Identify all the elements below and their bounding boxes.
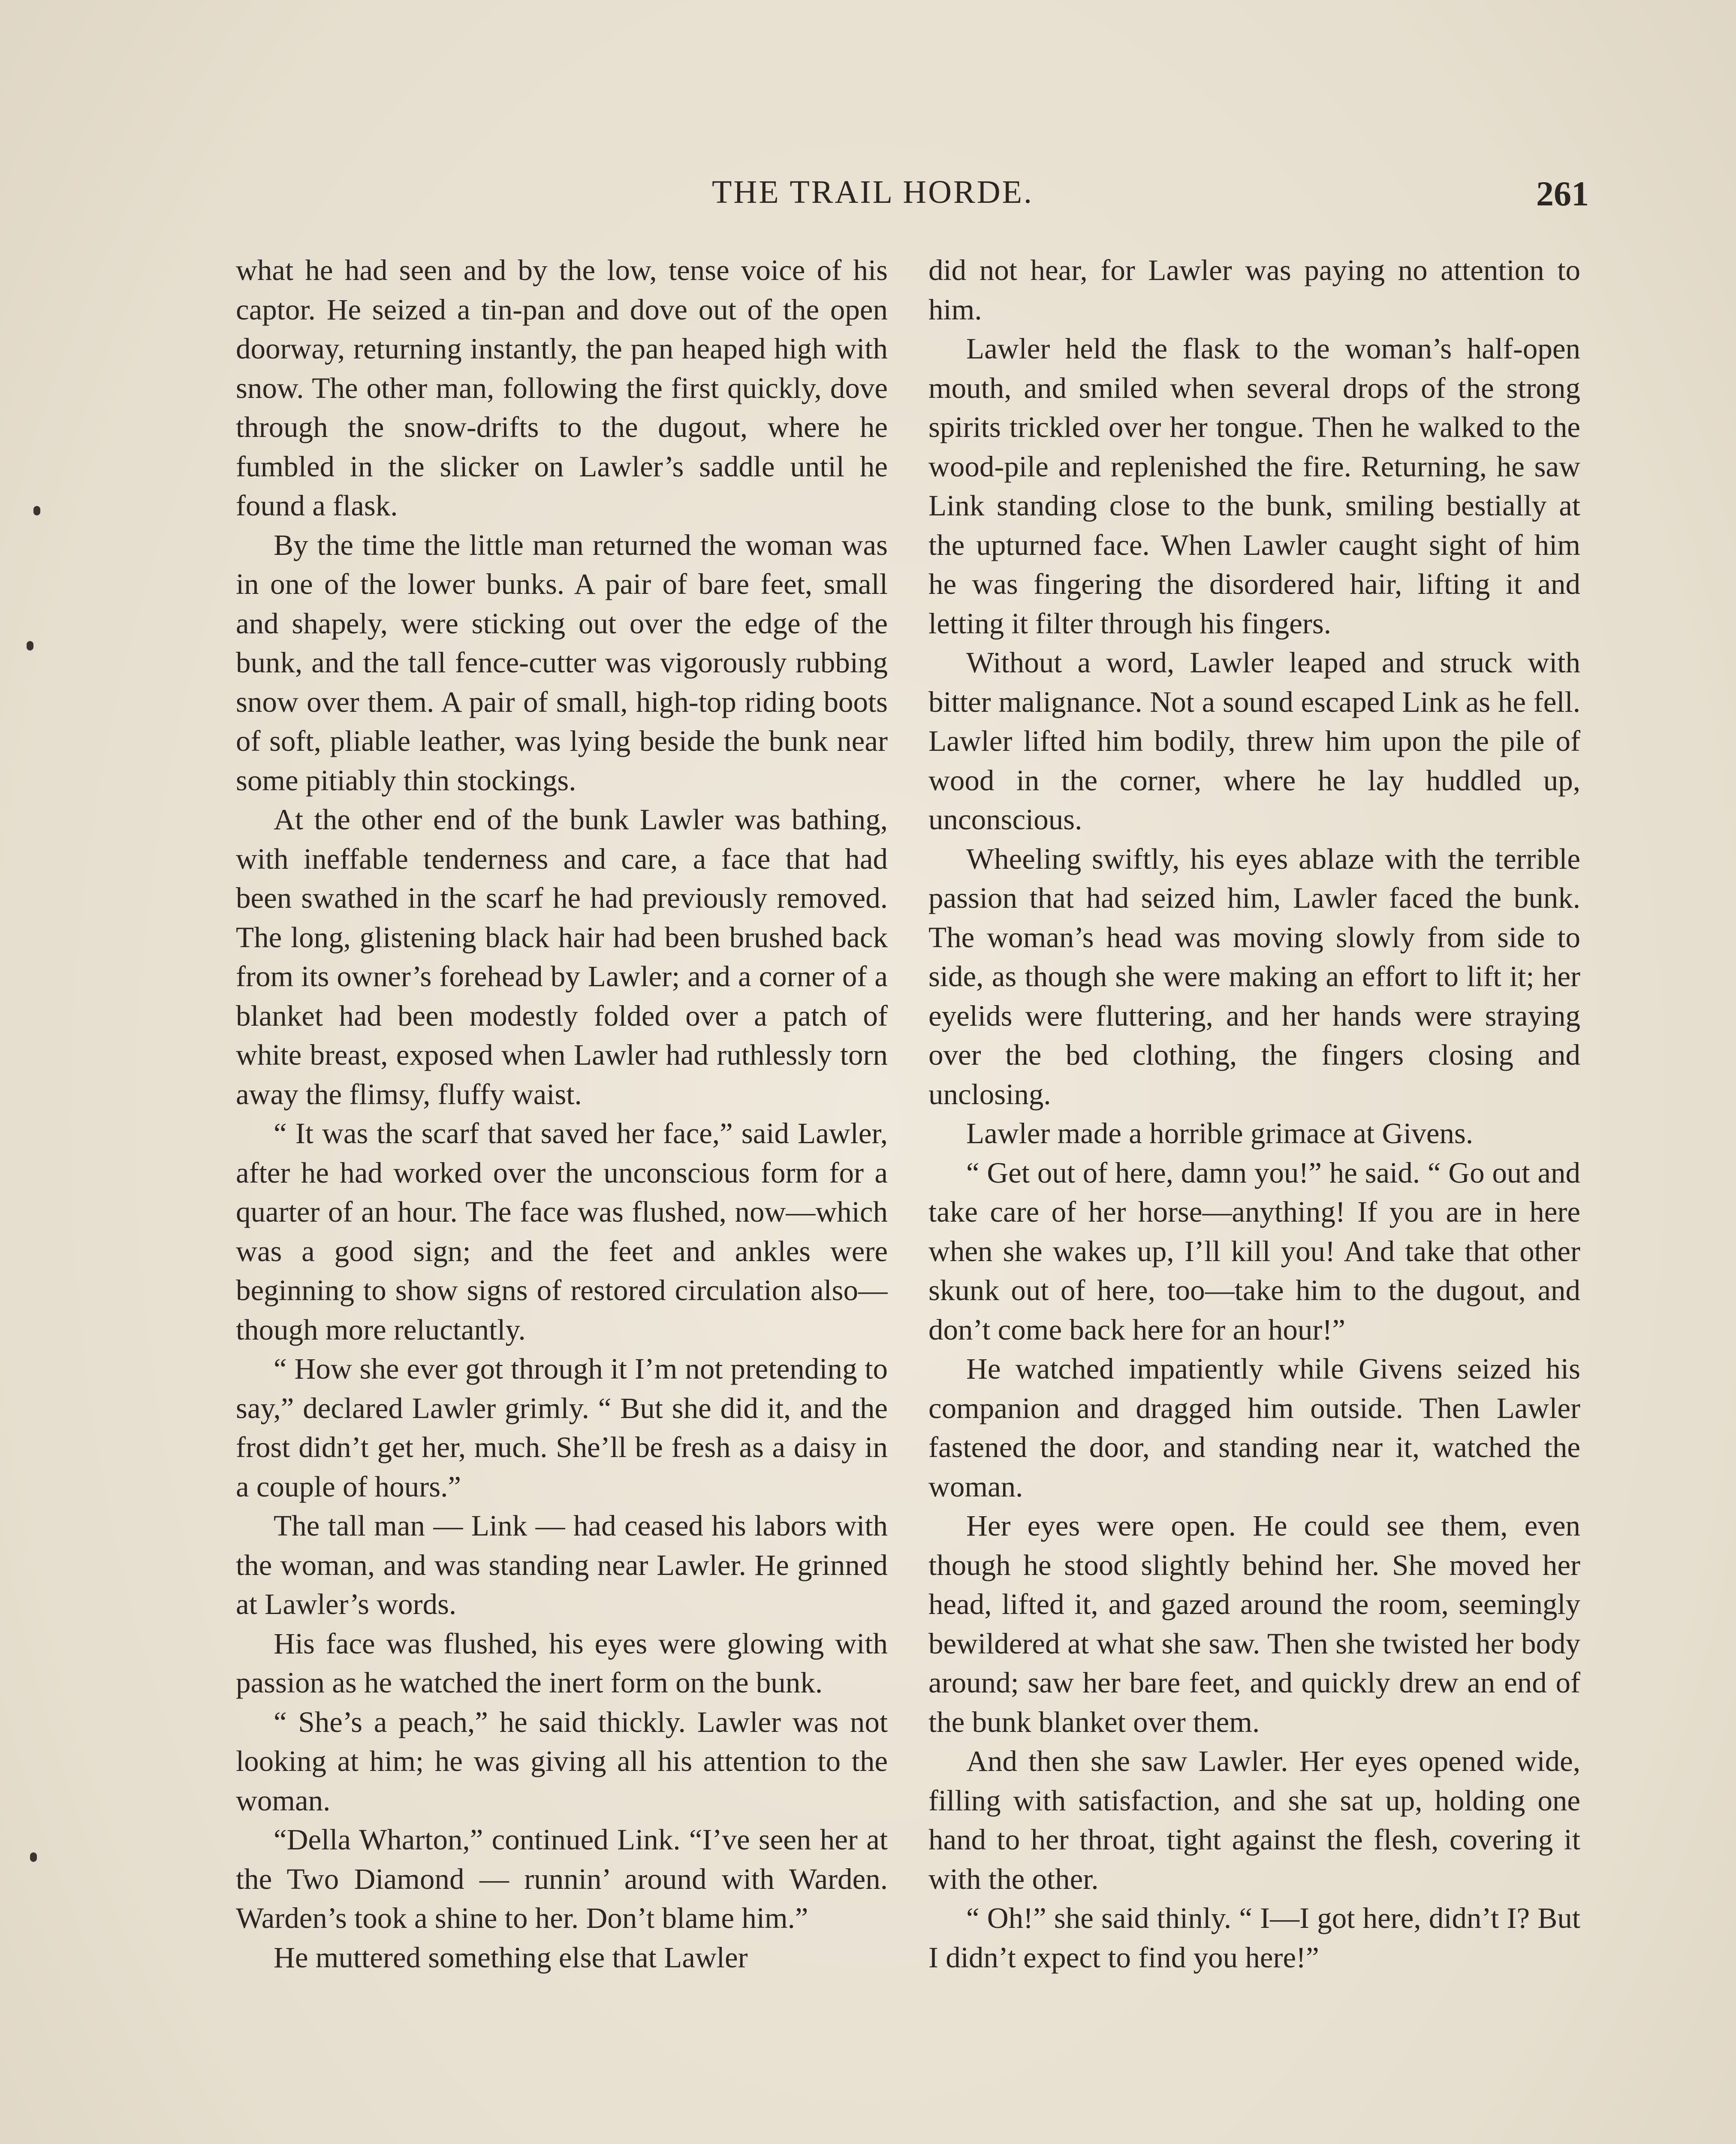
paragraph: Lawler held the flask to the woman’s half-open mouth, and smiled when several drops of the strong spirits trickled over her tongue. Then he walked to the wood-pile and replenished the fire. Returning, he saw Link standing close to the bunk, smiling bestially at the upturned face. When Lawler caught sight of him he was fingering the disordered hair, lifting it and letting it filter through his fingers. bbox=[928, 332, 1580, 640]
paragraph: “Della Wharton,” continued Link. “I’ve seen her at the Two Diamond — runnin’ around with Warden. Warden’s took a shine to her. Don’t blame him.” bbox=[236, 1823, 888, 1934]
running-title: THE TRAIL HORDE. bbox=[712, 174, 1034, 210]
paragraph: The tall man — Link — had ceased his labors with the woman, and was standing near Lawler. He grinned at Lawler’s words. bbox=[236, 1509, 888, 1620]
paragraph: He watched impatiently while Givens seized his companion and dragged him outside. Then Lawler fastened the door, and standing near it, watched the woman. bbox=[928, 1352, 1580, 1503]
page-header bbox=[0, 174, 1736, 225]
paragraph: “ Get out of here, damn you!” he said. “ Go out and take care of her horse—anything! If you are in here when she wakes up, I’ll kill you! And take that other skunk out of here, too—take him to the dugout, and don’t come back here for an hour!” bbox=[928, 1156, 1580, 1346]
left-column bbox=[236, 251, 888, 2144]
paragraph: “ She’s a peach,” he said thickly. Lawler was not looking at him; he was giving all his attention to the woman. bbox=[236, 1705, 888, 1817]
paragraph: did not hear, for Lawler was paying no attention to him. bbox=[928, 254, 1580, 326]
paragraph: At the other end of the bunk Lawler was bathing, with ineffable tenderness and care, a face that had been swathed in the scarf he had previously removed. The long, glistening black hair had been brushed back from its owner’s forehead by Lawler; and a corner of a blanket had been modestly folded over a patch of white breast, exposed when Lawler had ruthlessly torn away the flimsy, fluffy waist. bbox=[236, 803, 888, 1111]
right-column bbox=[928, 251, 1580, 2144]
binding-hole-mark bbox=[33, 506, 40, 515]
paragraph: By the time the little man returned the woman was in one of the lower bunks. A pair of bare feet, small and shapely, were sticking out over the edge of the bunk, and the tall fence-cutter was vigorously rubbing snow over them. A pair of small, high-top riding boots of soft, pliable leather, was lying beside the bunk near some pitiably thin stockings. bbox=[236, 528, 888, 797]
binding-hole-mark bbox=[27, 641, 33, 650]
paragraph: Without a word, Lawler leaped and struck with bitter malignance. Not a sound escaped Link as he fell. Lawler lifted him bodily, threw him upon the pile of wood in the corner, where he lay huddled up, unconscious. bbox=[928, 646, 1580, 836]
paragraph: Lawler made a horrible grimace at Givens. bbox=[966, 1117, 1474, 1150]
paragraph: what he had seen and by the low, tense voice of his captor. He seized a tin-pan and dove out of the open doorway, returning instantly, the pan heaped high with snow. The other man, following the first quickly, dove through the snow-drifts to the dugout, where he fumbled in the slicker on Lawler’s saddle until he found a flask. bbox=[236, 254, 888, 522]
paragraph: His face was flushed, his eyes were glowing with passion as he watched the inert form on the bunk. bbox=[236, 1627, 888, 1699]
binding-hole-mark bbox=[30, 1852, 37, 1862]
paragraph: He muttered something else that Lawler bbox=[274, 1941, 748, 1974]
paragraph: “ How she ever got through it I’m not pretending to say,” declared Lawler grimly. “ But she did it, and the frost didn’t get her, much. She’ll be fresh as a daisy in a couple of hours.” bbox=[236, 1352, 888, 1503]
paragraph: “ Oh!” she said thinly. “ I—I got here, didn’t I? But I didn’t expect to find you here!” bbox=[928, 1902, 1580, 1974]
paragraph: “ It was the scarf that saved her face,” said Lawler, after he had worked over the unconscious form for a quarter of an hour. The face was flushed, now—which was a good sign; and the feet and ankles were beginning to show signs of restored circulation also—though more reluctantly. bbox=[236, 1117, 888, 1346]
paragraph: Her eyes were open. He could see them, even though he stood slightly behind her. She moved her head, lifted it, and gazed around the room, seemingly bewildered at what she saw. Then she twisted her body around; saw her bare feet, and quickly drew an end of the bunk blanket over them. bbox=[928, 1509, 1580, 1738]
page-number: 261 bbox=[1536, 174, 1589, 213]
paragraph: And then she saw Lawler. Her eyes opened wide, filling with satisfaction, and she sat up, holding one hand to her throat, tight against the flesh, covering it with the other. bbox=[928, 1745, 1580, 1895]
paragraph: Wheeling swiftly, his eyes ablaze with the terrible passion that had seized him, Lawler faced the bunk. The woman’s head was moving slowly from side to side, as though she were making an effort to lift it; her eyelids were fluttering, and her hands were straying over the bed clothing, the fingers closing and unclosing. bbox=[928, 842, 1580, 1111]
